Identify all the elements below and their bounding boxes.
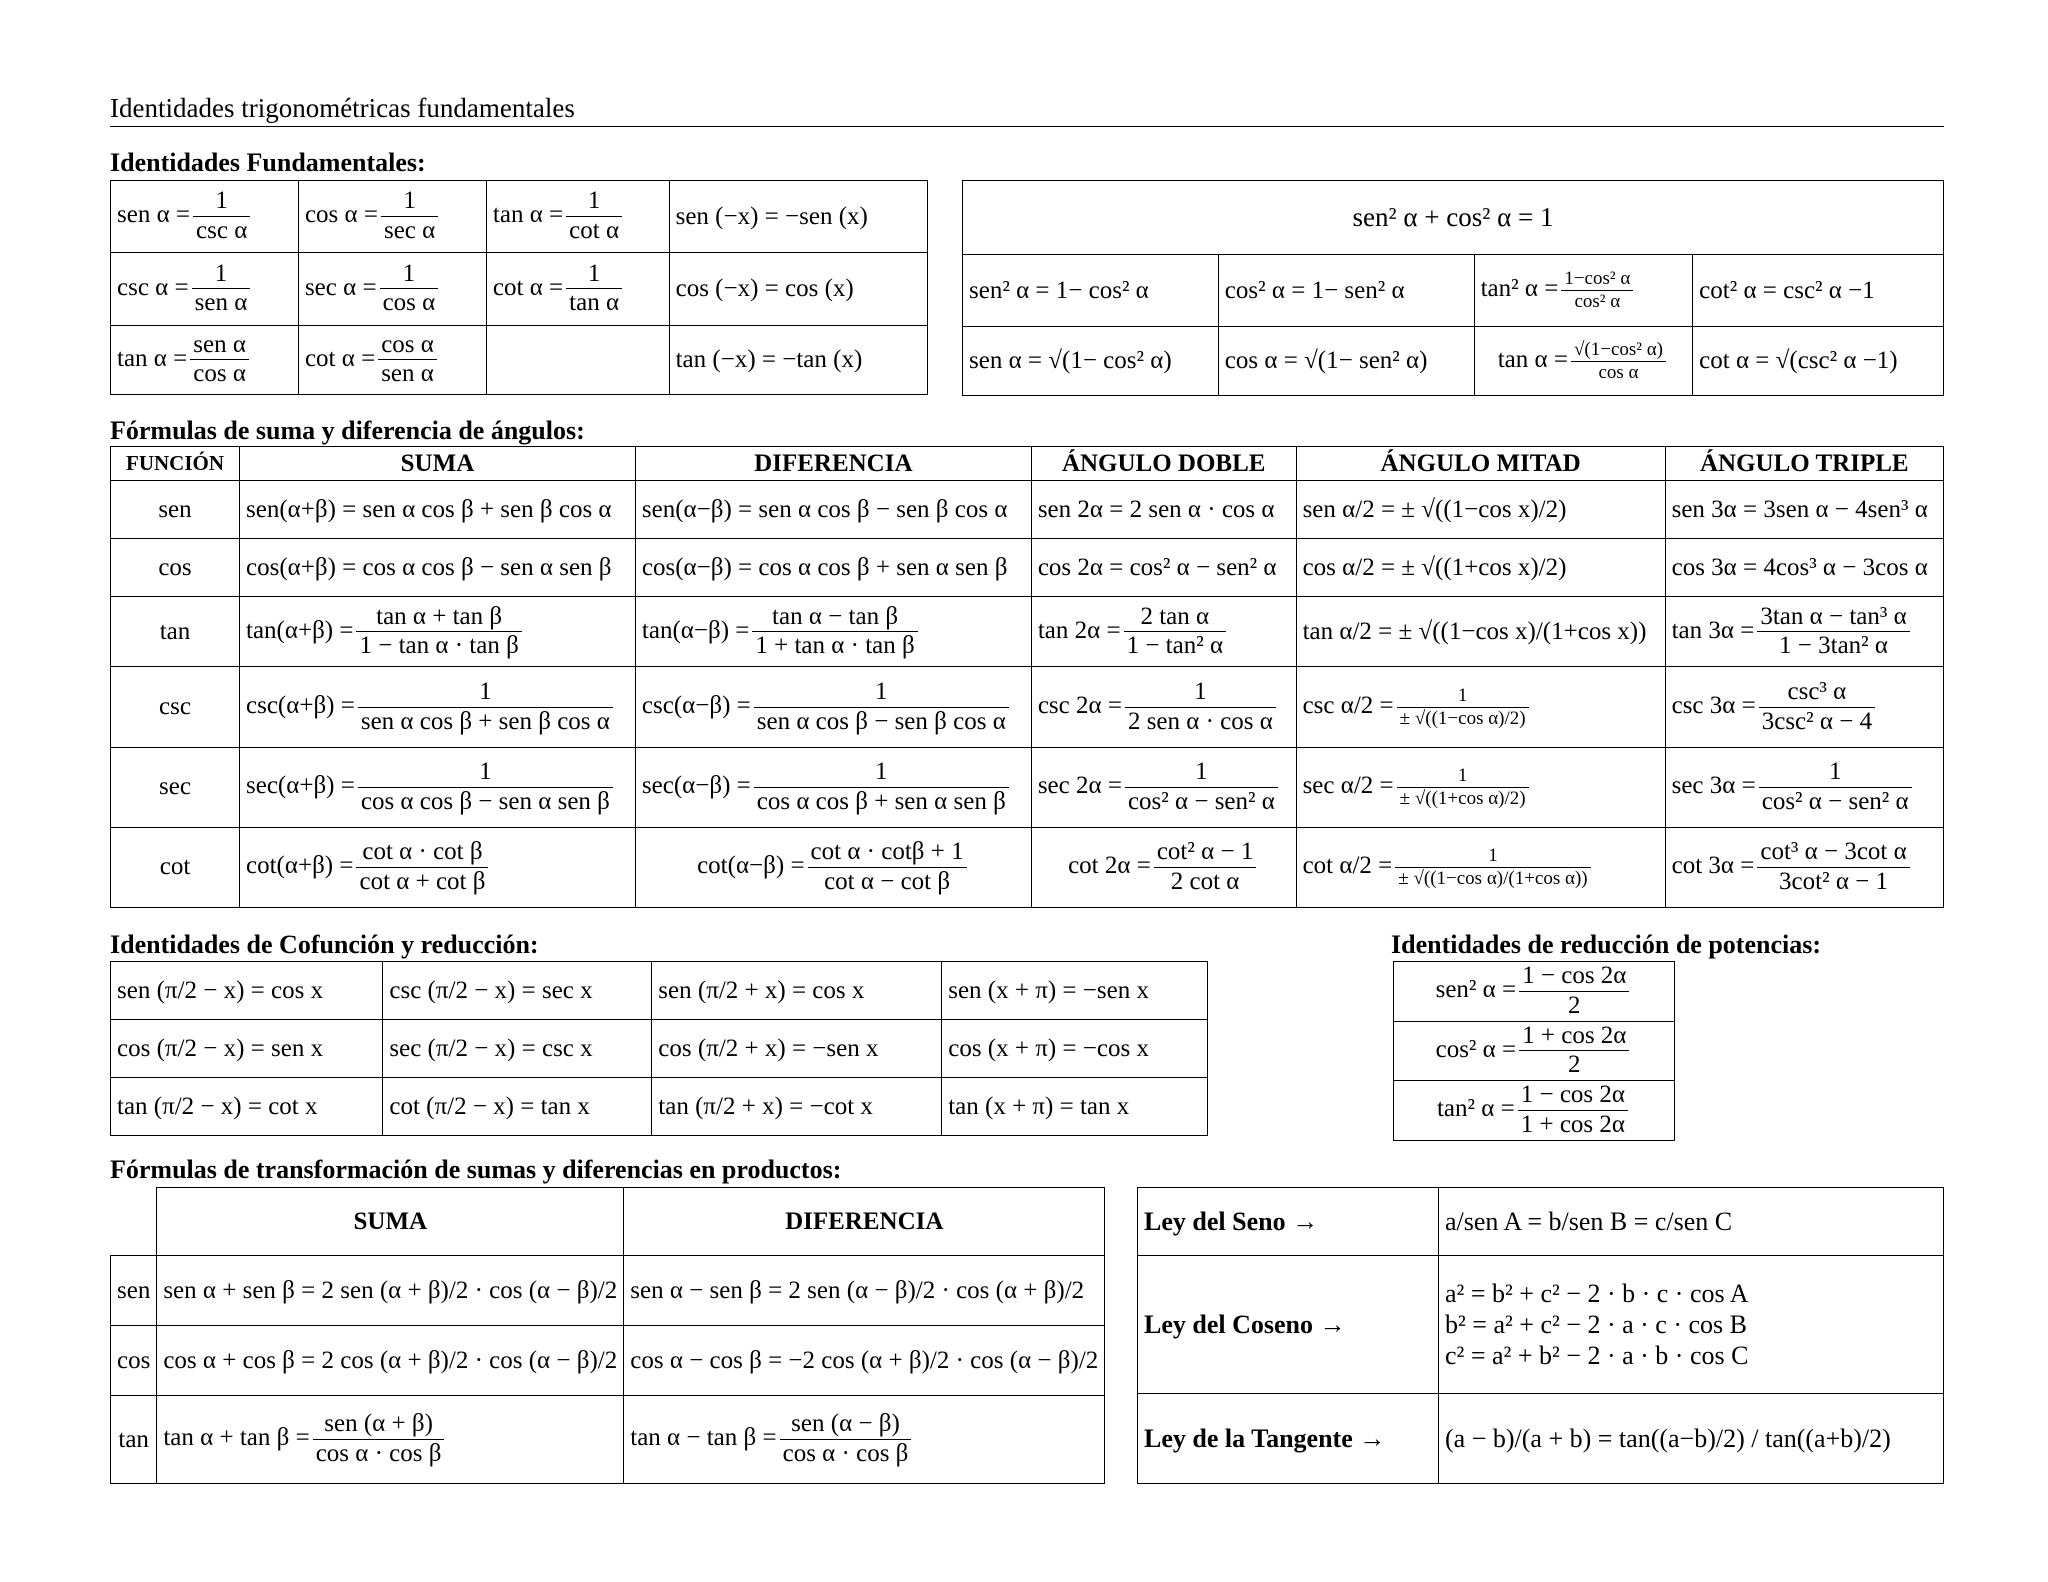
header-suma: SUMA (157, 1188, 624, 1256)
cell: cot 2α = $\frac{\text{cot² α − 1}}{\text{2 cot α}}$ (1031, 827, 1296, 907)
cofuncion-table (110, 961, 1208, 1136)
cell: tan α + tan β = sen (α + β) cos α · cos β (157, 1396, 624, 1484)
cell: sen α = √(1− cos² α) (963, 327, 1219, 396)
formula-line: c² = a² + b² − 2 · a · b · cos C (1445, 1341, 1749, 1371)
formula-line: b² = a² + c² − 2 · a · c · cos B (1445, 1309, 1748, 1339)
cell: sen (−x) = −sen (x) (669, 181, 927, 253)
cell: csc α/2 = $\frac{1}{\text{± √((1−cos α)/2)}}$ (1296, 667, 1665, 747)
cell: cot 3α = $\frac{\text{cot³ α − 3cot α}}{\text{3cot² α − 1}}$ (1665, 827, 1943, 907)
cell: sen² α = $\frac{1 - \cos 2\alpha}{2}$ (1394, 962, 1675, 1022)
cell: cot(α−β) = $\frac{\text{cot α · cotβ + 1}}{\text{cot α − cot β}}$ (635, 827, 1031, 907)
row-function: cos (111, 1326, 157, 1396)
cell: sen(α−β) = sen α cos β − sen β cos α (635, 481, 1031, 539)
cell: cot (π/2 − x) = tan x (383, 1078, 652, 1136)
cell: tan 3α = $\frac{\text{3tan α − tan³ α}}{\text{1 − 3tan² α}}$ (1665, 597, 1943, 667)
cell: tan α = sen α cos α (111, 325, 299, 394)
fundamentales-reciprocas-table (110, 180, 928, 395)
cell: tan 2α = $\frac{\text{2 tan α}}{\text{1 − tan² α}}$ (1031, 597, 1296, 667)
cell: tan (π/2 − x) = cot x (111, 1078, 383, 1136)
ley-seno-label: Ley del Seno → (1138, 1188, 1439, 1256)
cell: sen 3α = 3sen α − 4sen³ α (1665, 481, 1943, 539)
header-suma: SUMA (240, 447, 636, 481)
transformacion-heading: Fórmulas de transformación de sumas y diferencias en productos: (110, 1155, 842, 1184)
ley-seno-formula: a/sen A = b/sen B = c/sen C (1439, 1188, 1944, 1256)
row-function: cot (111, 827, 240, 907)
row-function: cos (111, 539, 240, 597)
ley-coseno-formula (1439, 1256, 1944, 1394)
cell: tan α/2 = ± √((1−cos x)/(1+cos x)) (1296, 597, 1665, 667)
cell: csc 3α = csc³ α 3csc² α − 4 (1665, 667, 1943, 747)
row-function: csc (111, 667, 240, 747)
cell: sec 2α = 1 cos² α − sen² α (1031, 747, 1296, 827)
corner-cell (111, 1188, 157, 1256)
cell: cos (π/2 + x) = −sen x (652, 1020, 942, 1078)
row-function: tan (111, 597, 240, 667)
cell: tan α = $\frac{\text{√(1−cos² α)}}{\text{cos α}}$ (1474, 327, 1693, 396)
cell: sen (π/2 + x) = cos x (652, 962, 942, 1020)
cell: csc α = 1 sen α (111, 253, 299, 325)
row-function: sen (111, 1256, 157, 1326)
cell: sen (x + π) = −sen x (942, 962, 1208, 1020)
cell: sen² α = 1− cos² α (963, 255, 1219, 327)
cell: tan α − tan β = sen (α − β) cos α · cos β (624, 1396, 1105, 1484)
cell: tan (x + π) = tan x (942, 1078, 1208, 1136)
cell: tan² α = $\frac{\text{1−cos² α}}{\text{cos² α}}$ (1474, 255, 1693, 327)
leyes-table (1137, 1187, 1944, 1484)
fundamentales-heading: Identidades Fundamentales: (110, 148, 426, 177)
cell: cos (−x) = cos (x) (669, 253, 927, 325)
suma-heading: Fórmulas de suma y diferencia de ángulos: (110, 416, 585, 445)
cell: sec(α+β) = 1 cos α cos β − sen α sen β (240, 747, 636, 827)
cell: csc (π/2 − x) = sec x (383, 962, 652, 1020)
potencias-table (1393, 961, 1675, 1141)
cell: csc 2α = 1 2 sen α · cos α (1031, 667, 1296, 747)
suma-diferencia-table (110, 446, 1944, 908)
cell (486, 325, 669, 394)
row-function: sen (111, 481, 240, 539)
cell: cos (x + π) = −cos x (942, 1020, 1208, 1078)
cell: cos 3α = 4cos³ α − 3cos α (1665, 539, 1943, 597)
cell: sen α/2 = ± √((1−cos x)/2) (1296, 481, 1665, 539)
cell: csc(α+β) = 1 sen α cos β + sen β cos α (240, 667, 636, 747)
cofuncion-heading: Identidades de Cofunción y reducción: (110, 930, 539, 959)
cell: sen (π/2 − x) = cos x (111, 962, 383, 1020)
row-function: tan (111, 1396, 157, 1484)
cell: tan (−x) = −tan (x) (669, 325, 927, 394)
row-function: sec (111, 747, 240, 827)
transformacion-table (110, 1187, 1105, 1484)
cell: cos α − cos β = −2 cos (α + β)/2 · cos (α − β)/2 (624, 1326, 1105, 1396)
header-angulo-mitad: ÁNGULO MITAD (1296, 447, 1665, 481)
cell: cot α/2 = $\frac{1}{\text{± √((1−cos α)/(1+cos α))}}$ (1296, 827, 1665, 907)
header-funcion: FUNCIÓN (111, 447, 240, 481)
cell: sec α = $\frac{1}{\text{cos α}}$ (298, 253, 486, 325)
cell: cos α + cos β = 2 cos (α + β)/2 · cos (α − β)/2 (157, 1326, 624, 1396)
cell: sen α + sen β = 2 sen (α + β)/2 · cos (α − β)/2 (157, 1256, 624, 1326)
cell: sec(α−β) = 1 cos α cos β + sen α sen β (635, 747, 1031, 827)
title-rule (110, 126, 1944, 127)
cell: cos(α+β) = cos α cos β − sen α sen β (240, 539, 636, 597)
cell: cot(α+β) = $\frac{\text{cot α · cot β}}{\text{cot α + cot β}}$ (240, 827, 636, 907)
cell: cos α = 1 sec α (298, 181, 486, 253)
cell: cos(α−β) = cos α cos β + sen α sen β (635, 539, 1031, 597)
header-diferencia: DIFERENCIA (624, 1188, 1105, 1256)
cell: cos α/2 = ± √((1+cos x)/2) (1296, 539, 1665, 597)
cell: cot α = cos α sen α (298, 325, 486, 394)
pythagorean-identity: sen² α + cos² α = 1 (963, 181, 1944, 255)
cell: cot² α = csc² α −1 (1693, 255, 1944, 327)
cell: tan² α = $\frac{1 - \cos 2\alpha}{1 + \cos 2\alpha}$ (1394, 1081, 1675, 1141)
fundamentales-pitagoricas-table (962, 180, 1944, 396)
cell: cot α = $\frac{1}{\text{tan α}}$ (486, 253, 669, 325)
potencias-heading: Identidades de reducción de potencias: (1391, 930, 1821, 959)
cell: cos² α = 1− sen² α (1218, 255, 1474, 327)
header-angulo-triple: ÁNGULO TRIPLE (1665, 447, 1943, 481)
cell: cos² α = $\frac{1 + \cos 2\alpha}{2}$ (1394, 1021, 1675, 1081)
cell: tan(α−β) = $\frac{\text{tan α − tan β}}{\text{1 + tan α · tan β}}$ (635, 597, 1031, 667)
cell: tan α = $\frac{1}{\text{cot α}}$ (486, 181, 669, 253)
header-diferencia: DIFERENCIA (635, 447, 1031, 481)
page-title: Identidades trigonométricas fundamentales (110, 93, 575, 123)
cell: sen(α+β) = sen α cos β + sen β cos α (240, 481, 636, 539)
cell: cos α = √(1− sen² α) (1218, 327, 1474, 396)
formula-line: a² = b² + c² − 2 · b · c · cos A (1445, 1278, 1749, 1308)
cell: cot α = √(csc² α −1) (1693, 327, 1944, 396)
cell: sec (π/2 − x) = csc x (383, 1020, 652, 1078)
cell: sen 2α = 2 sen α · cos α (1031, 481, 1296, 539)
cell: csc(α−β) = 1 sen α cos β − sen β cos α (635, 667, 1031, 747)
ley-tangente-label: Ley de la Tangente → (1138, 1394, 1439, 1484)
cell: sec α/2 = $\frac{1}{\text{± √((1+cos α)/2)}}$ (1296, 747, 1665, 827)
cell: sen α = 1 csc α (111, 181, 299, 253)
cell: tan(α+β) = $\frac{\text{tan α + tan β}}{\text{1 − tan α · tan β}}$ (240, 597, 636, 667)
cell: sec 3α = 1 cos² α − sen² α (1665, 747, 1943, 827)
ley-tangente-formula: (a − b)/(a + b) = tan((a−b)/2) / tan((a+b)/2) (1439, 1394, 1944, 1484)
cell: cos (π/2 − x) = sen x (111, 1020, 383, 1078)
ley-coseno-label: Ley del Coseno → (1138, 1256, 1439, 1394)
cell: cos 2α = cos² α − sen² α (1031, 539, 1296, 597)
cell: tan (π/2 + x) = −cot x (652, 1078, 942, 1136)
cell: sen α − sen β = 2 sen (α − β)/2 · cos (α + β)/2 (624, 1256, 1105, 1326)
header-angulo-doble: ÁNGULO DOBLE (1031, 447, 1296, 481)
